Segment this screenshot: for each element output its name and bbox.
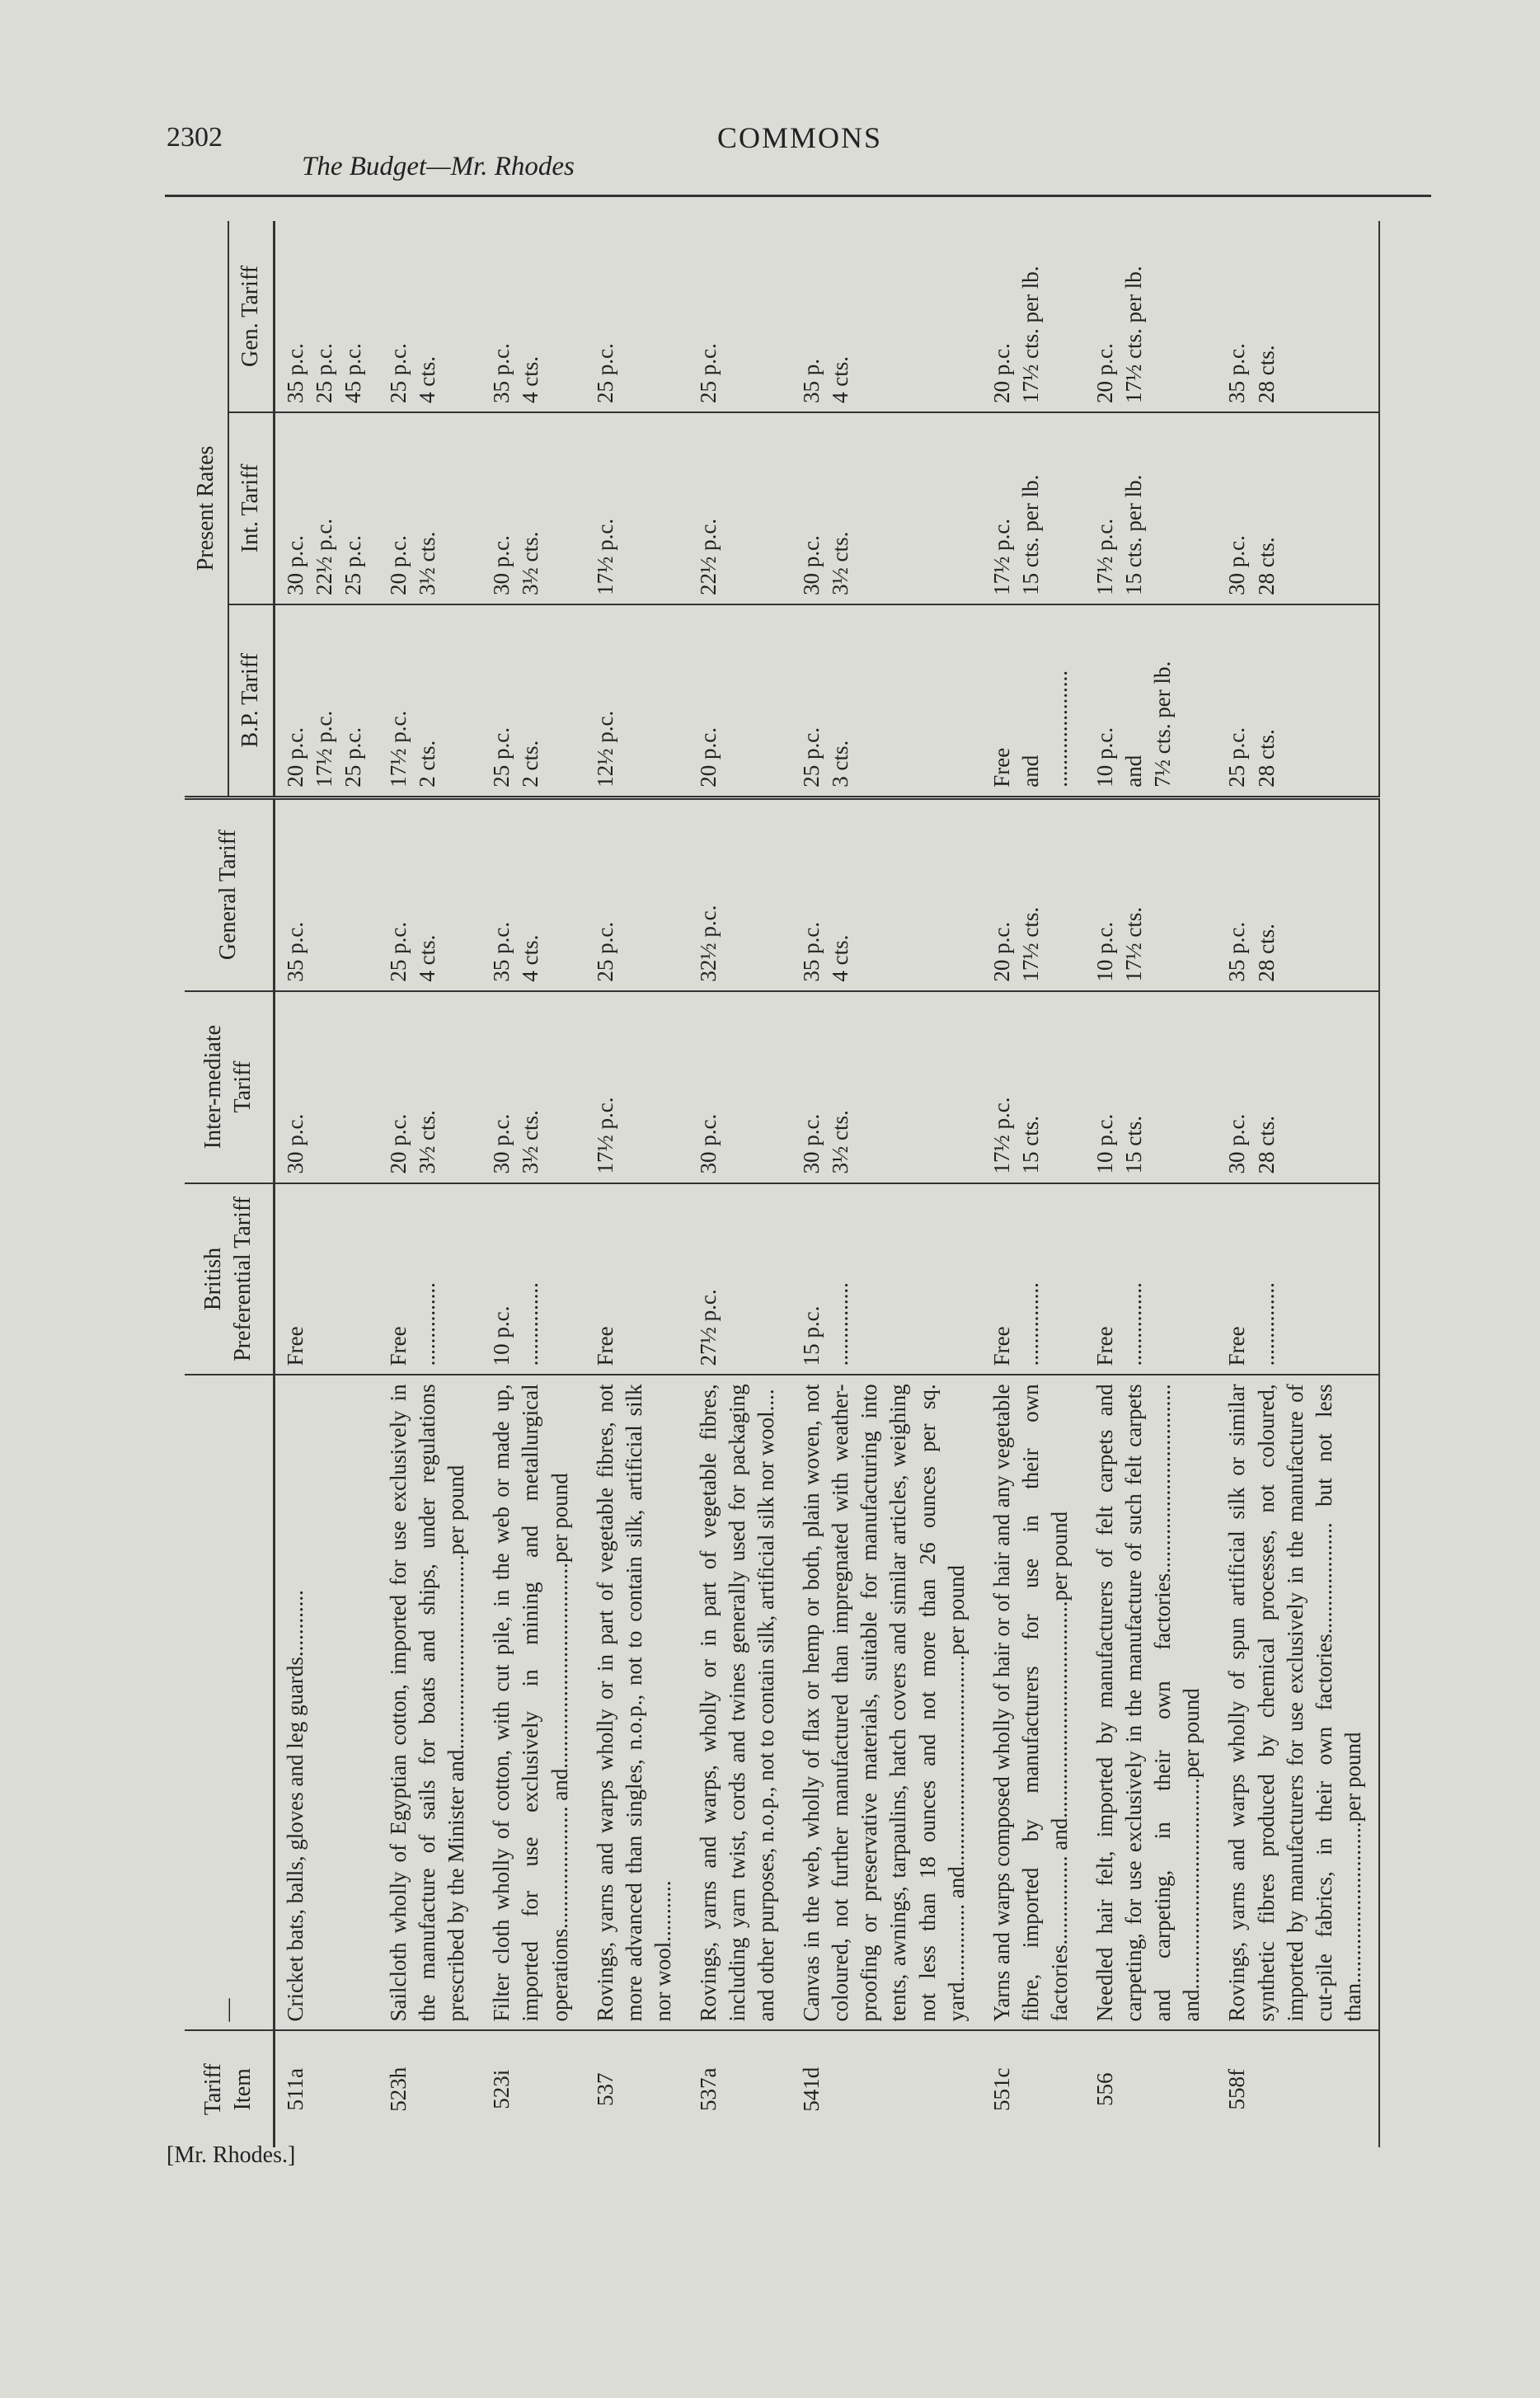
- cell-present-int: 20 p.c. 3½ cts.: [378, 412, 481, 604]
- cell-tariff-item: 537a: [695, 2067, 721, 2111]
- cell-present-int: 17½ p.c.: [585, 412, 688, 604]
- cell-present-bp: 20 p.c.: [688, 604, 791, 797]
- cell-tariff-item: 523i: [489, 2069, 514, 2109]
- cell-description: Sailcloth wholly of Egyptian cotton, imported for use exclusively in the manufacture of sails for boats and ships, under regulations prescribed by the Minister and...................................per pound: [378, 1375, 481, 2030]
- cell-present-bp: 17½ p.c. 2 cts.: [378, 604, 481, 797]
- page-subject: The Budget—Mr. Rhodes: [302, 152, 575, 181]
- cell-present-int: 17½ p.c. 15 cts. per lb.: [982, 412, 1085, 604]
- cell-description: Cricket bats, balls, gloves and leg guards............: [274, 1375, 378, 2030]
- cell-british-preferential: 27½ p.c.: [688, 1183, 791, 1375]
- cell-british-preferential: Free ...............: [378, 1183, 481, 1375]
- cell-present-gen: 35 p.c. 25 p.c. 45 p.c.: [274, 221, 378, 412]
- cell-present-bp: 25 p.c. 28 cts.: [1217, 604, 1378, 797]
- cell-british-preferential: Free ...............: [1217, 1183, 1378, 1375]
- cell-present-int: 30 p.c. 3½ cts.: [791, 412, 982, 604]
- cell-description: Rovings, yarns and warps wholly or in part of vegetable fibres, not more advanced than singles, n.o.p., not to contain silk, artificial silk nor wool...........: [585, 1375, 688, 2030]
- table-row: [585, 221, 688, 2147]
- cell-british-preferential: Free ...............: [1085, 1183, 1217, 1375]
- cell-general: 25 p.c. 4 cts.: [378, 797, 481, 990]
- cell-present-bp: 25 p.c. 3 cts.: [791, 604, 982, 797]
- cell-description: Canvas in the web, wholly of flax or hemp or both, plain woven, not coloured, not further manufactured than impregnated with weather-proofing or preservative materials, suitable for manufacturing into tents, awnings, tarpaulins, hatch covers and similar articles, weighing not less than 18 ounces and not more than 26 ounces per sq. yard.............. and......................................per pound: [791, 1375, 982, 2030]
- cell-general: 10 p.c. 17½ cts.: [1085, 797, 1217, 990]
- speaker-note: [Mr. Rhodes.]: [167, 2142, 296, 2168]
- cell-general: 25 p.c.: [585, 797, 688, 990]
- cell-british-preferential: Free: [585, 1183, 688, 1375]
- cell-tariff-item: 541d: [799, 2067, 824, 2112]
- table-row: [378, 221, 481, 2147]
- tariff-table-container: [185, 221, 1540, 2116]
- col-present-rates: Present Rates: [185, 221, 228, 797]
- cell-intermediate: 17½ p.c.: [585, 991, 688, 1183]
- tariff-table: [185, 221, 1380, 2147]
- cell-present-int: 22½ p.c.: [688, 412, 791, 604]
- cell-description: Needled hair felt, imported by manufacturers of felt carpets and carpeting, for use exclusively in the manufacture of such felt carpets and carpeting, in their own factories.................................. and......................................per pound: [1085, 1375, 1217, 2030]
- cell-description: Rovings, yarns and warps, wholly or in part of vegetable fibres, including yarn twist, cords and twines generally used for packaging and other purposes, n.o.p., not to contain silk, artificial silk nor wool....: [688, 1375, 791, 2030]
- cell-present-gen: 25 p.c.: [688, 221, 791, 412]
- cell-present-bp: 25 p.c. 2 cts.: [481, 604, 585, 797]
- cell-present-gen: 25 p.c.: [585, 221, 688, 412]
- cell-present-gen: 20 p.c. 17½ cts. per lb.: [982, 221, 1085, 412]
- col-tariff-item: Tariff Item: [185, 2030, 274, 2147]
- header-rule: [165, 195, 1431, 197]
- col-description: —: [185, 1375, 274, 2030]
- cell-general: 35 p.c. 28 cts.: [1217, 797, 1378, 990]
- cell-general: 35 p.c. 4 cts.: [791, 797, 982, 990]
- cell-tariff-item: 556: [1092, 2072, 1118, 2106]
- col-british-preferential: British Preferential Tariff: [185, 1183, 274, 1375]
- table-body: [274, 221, 1379, 2147]
- cell-tariff-item: 551c: [988, 2067, 1014, 2111]
- table-row: [688, 221, 791, 2147]
- cell-present-bp: 10 p.c. and 7½ cts. per lb.: [1085, 604, 1217, 797]
- cell-present-int: 30 p.c. 3½ cts.: [481, 412, 585, 604]
- cell-present-int: 17½ p.c. 15 cts. per lb.: [1085, 412, 1217, 604]
- table-row: [481, 221, 585, 2147]
- cell-tariff-item: 523h: [386, 2067, 411, 2112]
- cell-present-int: 30 p.c. 28 cts.: [1217, 412, 1378, 604]
- cell-tariff-item: 511a: [282, 2068, 308, 2111]
- table-row: [791, 221, 982, 2147]
- running-head: COMMONS: [717, 121, 883, 154]
- cell-british-preferential: 15 p.c. ...............: [791, 1183, 982, 1375]
- cell-intermediate: 17½ p.c. 15 cts.: [982, 991, 1085, 1183]
- cell-present-gen: 35 p.c. 28 cts.: [1217, 221, 1378, 412]
- table-row: [274, 221, 378, 2147]
- cell-description: Rovings, yarns and warps wholly of spun artificial silk or similar synthetic fibres produced by chemical processes, not coloured, imported by manufacturers for use exclusively in the manufacture of cut-pile fabrics, in their own factories.................... but not less than.............................per pound: [1217, 1375, 1378, 2030]
- col-present-bp: B.P. Tariff: [228, 604, 274, 797]
- cell-tariff-item: 537: [592, 2072, 617, 2106]
- cell-present-gen: 35 p. 4 cts.: [791, 221, 982, 412]
- cell-intermediate: 20 p.c. 3½ cts.: [378, 991, 481, 1183]
- col-present-gen: Gen. Tariff: [228, 221, 274, 412]
- cell-british-preferential: Free: [274, 1183, 378, 1375]
- cell-description: Filter cloth wholly of cotton, with cut pile, in the web or made up, imported for use exclusively in mining and metallurgical operations...................... and.....................................per pound: [481, 1375, 585, 2030]
- cell-intermediate: 30 p.c. 3½ cts.: [791, 991, 982, 1183]
- cell-intermediate: 30 p.c. 3½ cts.: [481, 991, 585, 1183]
- cell-general: 20 p.c. 17½ cts.: [982, 797, 1085, 990]
- cell-description: Yarns and warps composed wholly of hair or of hair and any vegetable fibre, imported by manufacturers for use in their own factories................ and.......................................per pound: [982, 1375, 1085, 2030]
- col-intermediate: Inter-mediate Tariff: [185, 991, 274, 1183]
- cell-present-int: 30 p.c. 22½ p.c. 25 p.c.: [274, 412, 378, 604]
- cell-present-gen: 20 p.c. 17½ cts. per lb.: [1085, 221, 1217, 412]
- cell-present-gen: 35 p.c. 4 cts.: [481, 221, 585, 412]
- cell-tariff-item: 558f: [1217, 2030, 1378, 2147]
- cell-present-gen: 25 p.c. 4 cts.: [378, 221, 481, 412]
- cell-intermediate: 30 p.c.: [274, 991, 378, 1183]
- col-general: General Tariff: [185, 797, 274, 990]
- rotated-table: [185, 221, 1431, 2147]
- cell-general: 32½ p.c.: [688, 797, 791, 990]
- cell-intermediate: 30 p.c.: [688, 991, 791, 1183]
- page-number: 2302: [167, 122, 223, 153]
- cell-british-preferential: Free ...............: [982, 1183, 1085, 1375]
- table-row: [982, 221, 1085, 2147]
- table-row: [1085, 221, 1217, 2147]
- cell-general: 35 p.c.: [274, 797, 378, 990]
- cell-intermediate: 10 p.c. 15 cts.: [1085, 991, 1217, 1183]
- cell-present-bp: 20 p.c. 17½ p.c. 25 p.c.: [274, 604, 378, 797]
- cell-present-bp: 12½ p.c.: [585, 604, 688, 797]
- cell-present-bp: Free and .....................: [982, 604, 1085, 797]
- cell-british-preferential: 10 p.c. ...............: [481, 1183, 585, 1375]
- table-row: [1217, 221, 1378, 2147]
- col-present-int: Int. Tariff: [228, 412, 274, 604]
- cell-general: 35 p.c. 4 cts.: [481, 797, 585, 990]
- cell-intermediate: 30 p.c. 28 cts.: [1217, 991, 1378, 1183]
